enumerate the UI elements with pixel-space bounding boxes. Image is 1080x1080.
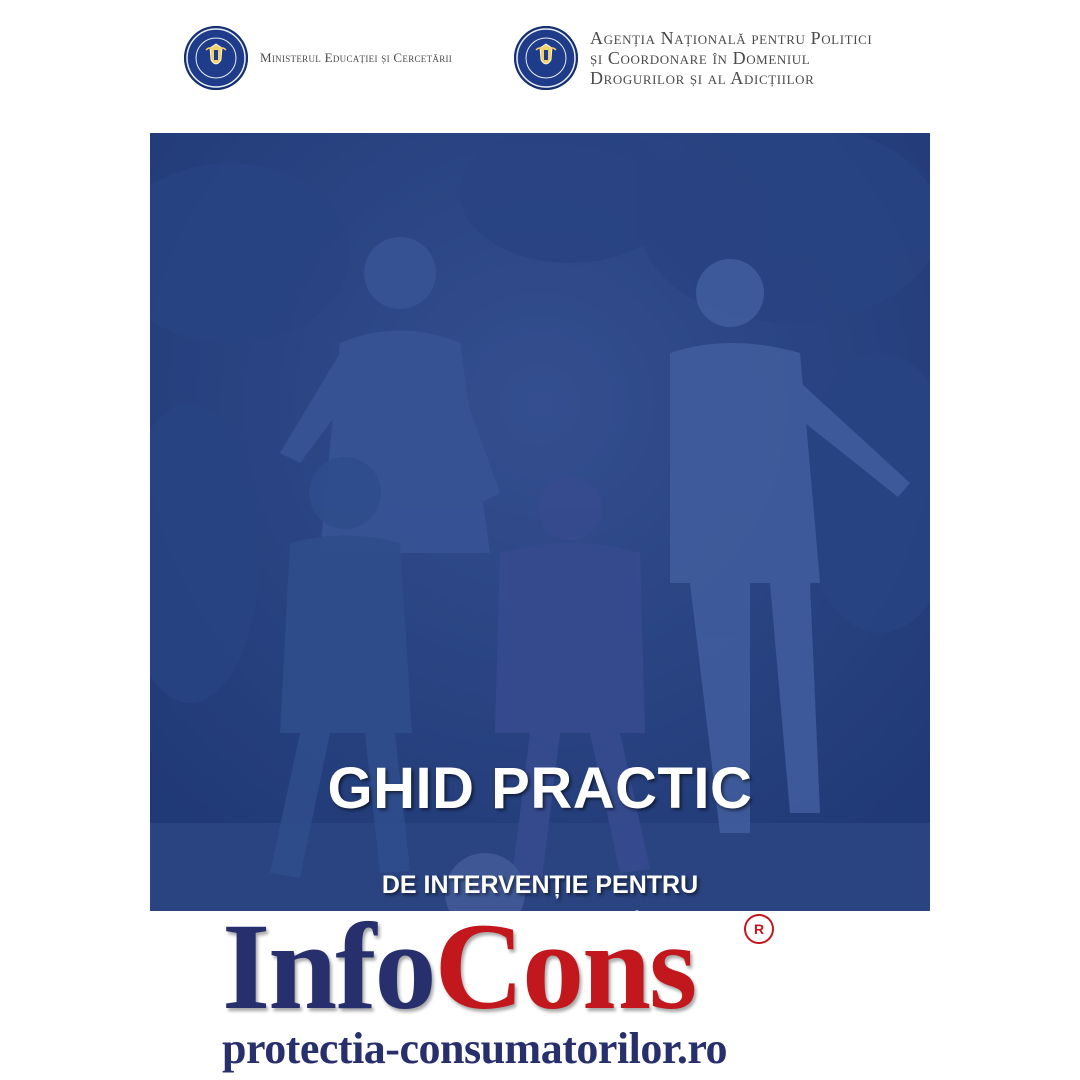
- brand-name: [222, 898, 696, 1035]
- cover-subtitle-line-1: DE INTERVENȚIE PENTRU: [381, 871, 699, 899]
- brand-url: protectia-consumatorilor.ro: [222, 1024, 728, 1073]
- government-seal-icon: [514, 26, 578, 90]
- agency-name-line-3: Drogurilor și al Adicțiilor: [590, 68, 815, 88]
- brand-name-cons: Cons: [434, 898, 696, 1035]
- ministry-logo: [184, 26, 452, 90]
- guide-cover: [150, 133, 930, 911]
- cover-title: GHID PRACTIC: [327, 756, 753, 821]
- header: [0, 0, 1080, 120]
- agency-logo: [514, 26, 872, 90]
- brand-name-info: Info: [222, 898, 435, 1035]
- registered-trademark-icon: R: [744, 914, 774, 944]
- agency-name: [590, 28, 872, 88]
- government-seal-icon: [184, 26, 248, 90]
- infocons-logo: [222, 898, 782, 1075]
- agency-name-line-2: și Coordonare în Domeniul: [590, 48, 811, 68]
- ministry-name: Ministerul Educației și Cercetării: [260, 50, 453, 65]
- agency-name-line-1: Agenția Națională pentru Politici: [590, 28, 873, 48]
